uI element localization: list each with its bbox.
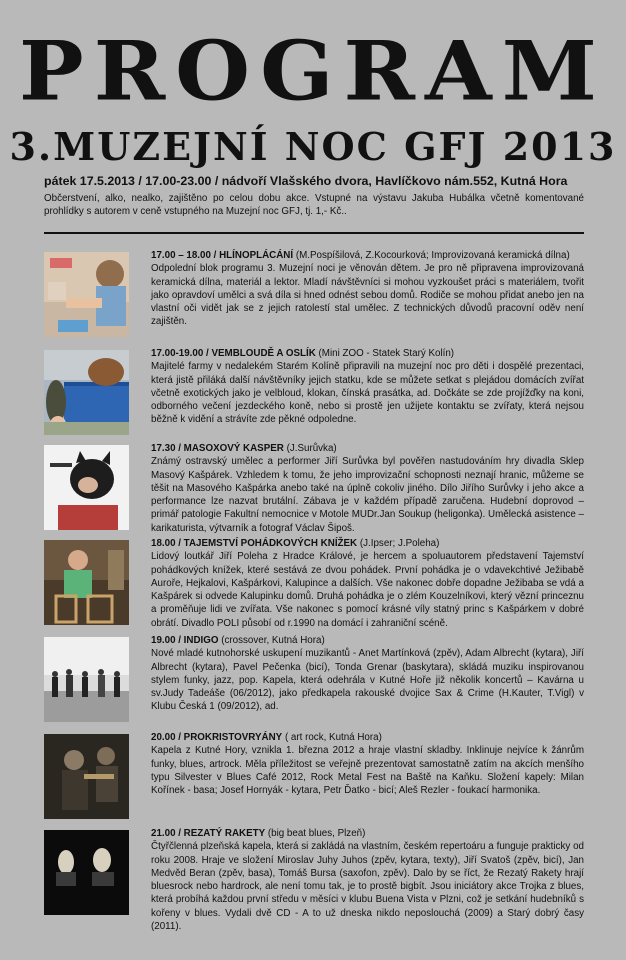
page-subtitle: 3.MUZEJNÍ NOC GFJ 2013: [9, 124, 617, 169]
event-detail: (M.Pospíšilová, Z.Kocourková; Improvizovaná keramická dílna): [293, 250, 570, 261]
photo-camel-donkey: [44, 350, 129, 435]
event-detail: (big beat blues, Plzeň): [265, 828, 366, 839]
photo-band-rezaty-rakety: [44, 830, 129, 915]
event-text: Odpolední blok programu 3. Muzejní noci je věnován dětem. Je pro ně připravena improvizovaná keramická dílna, materiál a lektor. Mladí návštěvníci si mohou vyzkoušet práci s materiálem, tvořit jako opravdoví umělci a svá díla si hned odnést sebou domů. Rodiče se mohou přidat anebo jen na vlastní oči vidět jak se z jejich ratolestí stal umělec. Z technických důvodů pracovní oděv není zajištěn.: [151, 263, 584, 328]
event-heading: 17.00-19.00 / VEMBLOUDĚ A OSLÍK: [151, 348, 316, 359]
event-text: Čtyřčlenná plzeňská kapela, která si zakládá na vlastním, českém repertoáru a funguje prakticky od roku 2008. Hraje ve složení Miroslav Juhy Juhos (zpěv, kytara, texty), Jiří Svatoš (zpěv, bicí), Jan Medvěd Beran (zpěv, basa), Tomáš Bursa (saxofon, zpěv). Dalo by se říct, že Rezatý Rakety hrají bluesrock nebo hardrock, ale není tomu tak, je to prostě bigbít. Jsou iniciátory akce Trojka z blues, která probíhá každou první středu v měsíci v klubu Buena Vista v Plzni, což je setkání hudebníků s kořeny v blues. Vydali dvě CD - A to už dneska nikdo neposlouchá (2009) a Starý dobrý časy (2011).: [151, 841, 584, 933]
photo-performer-microphone: [44, 445, 129, 530]
event-detail: (crossover, Kutná Hora): [218, 635, 325, 646]
photo-children-pottery: [44, 252, 129, 337]
event-detail: (Mini ZOO - Statek Starý Kolín): [315, 348, 455, 359]
event-text: Kapela z Kutné Hory, vznikla 1. března 2012 a hraje vlastní skladby. Inklinuje nejvíce k žánrům funky, blues, artrock. Měla příležitost se veřejně prezentovat samostatně zatím na akcích menšího typu Silvester v Blues Café 2012, Rock Metal Fest na Baště na Kaňku. Složení kapely: Milan Kořínek - basa; Josef Hornyák - kytara, Petr Ďatko - bicí; Aleš Rezler - foukací harmonika.: [151, 745, 584, 797]
event-heading: 20.00 / PROKRISTOVRYÁNY: [151, 732, 283, 743]
event-text: Známý ostravský umělec a performer Jiří Surůvka byl pověřen nastudováním hry divadla Sklep Masový Kašpárek. Vzhledem k tomu, že jeho improvizační schopnosti neznají hranic, můžeme se těšit na Masového Kašpárka anebo také na úplně cokoliv jiného. Dílo Jiřího Surůvky i jeho akce a performance lze nazvat brutální. Zábava je v každém případě zaručena. Hudební doprovod – primář patologie Fakultní nemocnice v Motole MUDr.Jan Soukup (heligonka). Umělecká asistence – karikaturista, výtvarník a fotograf Václav Šipoš.: [151, 456, 584, 534]
photo-puppeteer: [44, 540, 129, 625]
event-detail: (J.Surůvka): [283, 443, 337, 454]
event-detail: ( art rock, Kutná Hora): [282, 732, 382, 743]
event-heading: 18.00 / TAJEMSTVÍ POHÁDKOVÝCH KNÍŽEK: [151, 538, 358, 549]
page-title: PROGRAM: [19, 23, 607, 120]
photo-band-indigo: [44, 637, 129, 722]
date-line: pátek 17.5.2013 / 17.00-23.00 / nádvoří Vlašského dvora, Havlíčkovo nám.552, Kutná Hora: [44, 174, 568, 188]
event-heading: 19.00 / INDIGO: [151, 635, 219, 646]
event-heading: 17.30 / MASOXOVÝ KASPER: [151, 443, 284, 454]
event-text: Majitelé farmy v nedalekém Starém Kolíně připravili na muzejní noc pro děti i dospělé prezentaci, která jistě přiláká další návštěvníky jejich statku, kde se můžete setkat s plejádou domácích zvířat včetně exotických jako je velbloud, klokan, čínská prasátka, ad. Dočkáte se zde projížďky na koni, odborného večení jezdeckého koně, nebo si prostě jen užijete kontaktu se zvířaty, která nejsou běžně k vidění a strávíte zde pěkné odpoledne.: [151, 361, 584, 426]
intro-text: Občerstvení, alko, nealko, zajištěno po celou dobu akce. Vstupné na výstavu Jakuba Hubálka včetně komentované prohlídky s autorem v ceně vstupného na Muzejní noc GFJ, tj. 1,- Kč..: [44, 193, 584, 217]
event-text: Lidový loutkář Jiří Poleha z Hradce Králové, je hercem a spoluautorem představení Tajemství pohádkových knížek, které sestává ze dvou pohádek. První pohádka je o vdavekchtivé Ježibabě Auroře, Hejkalovi, Kašpárkovi, Kalupince a dalších. Vše nakonec dobře dopadne Ježibaba se vdá a Kašpárek si odvede Kalupinku domů. Druhá pohádka je o zlém Kouzelníkovi, který vězní princeznu a proměňuje lidi ve zvířata. Vše nakonec s pomocí krásné víly statný princ s Kašpárkem v dobré obrátí. Divadlo POLI působí od r.1990 na domácí i zahraniční scéně.: [151, 551, 584, 629]
event-text: Nové mladé kutnohorské uskupení muzikantů - Anet Martínková (zpěv), Adam Albrecht (kytara), Jiří Albrecht (kytara), Pavel Pečenka (bicí), Tonda Grenar (baskytara), skládá muziku inspirovanou stylem funky, jazz, pop. Kapela, která odehrála v Kutné Hoře již několik koncertů – Kavárna u sv.Judy Tadeáše (06/2012), jako předkapela rakouské dvojice Sax & Crime (H.Kauter, T.Vigl) v Klubu Česká 1 (09/2012), ad.: [151, 648, 584, 713]
event-detail: (J.Ipser; J.Poleha): [357, 538, 440, 549]
event-heading: 21.00 / REZATÝ RAKETY: [151, 828, 266, 839]
divider: [44, 232, 584, 234]
event-heading: 17.00 – 18.00 / HLÍNOPLÁCÁNÍ: [151, 250, 294, 261]
photo-band-prokristovryany: [44, 734, 129, 819]
